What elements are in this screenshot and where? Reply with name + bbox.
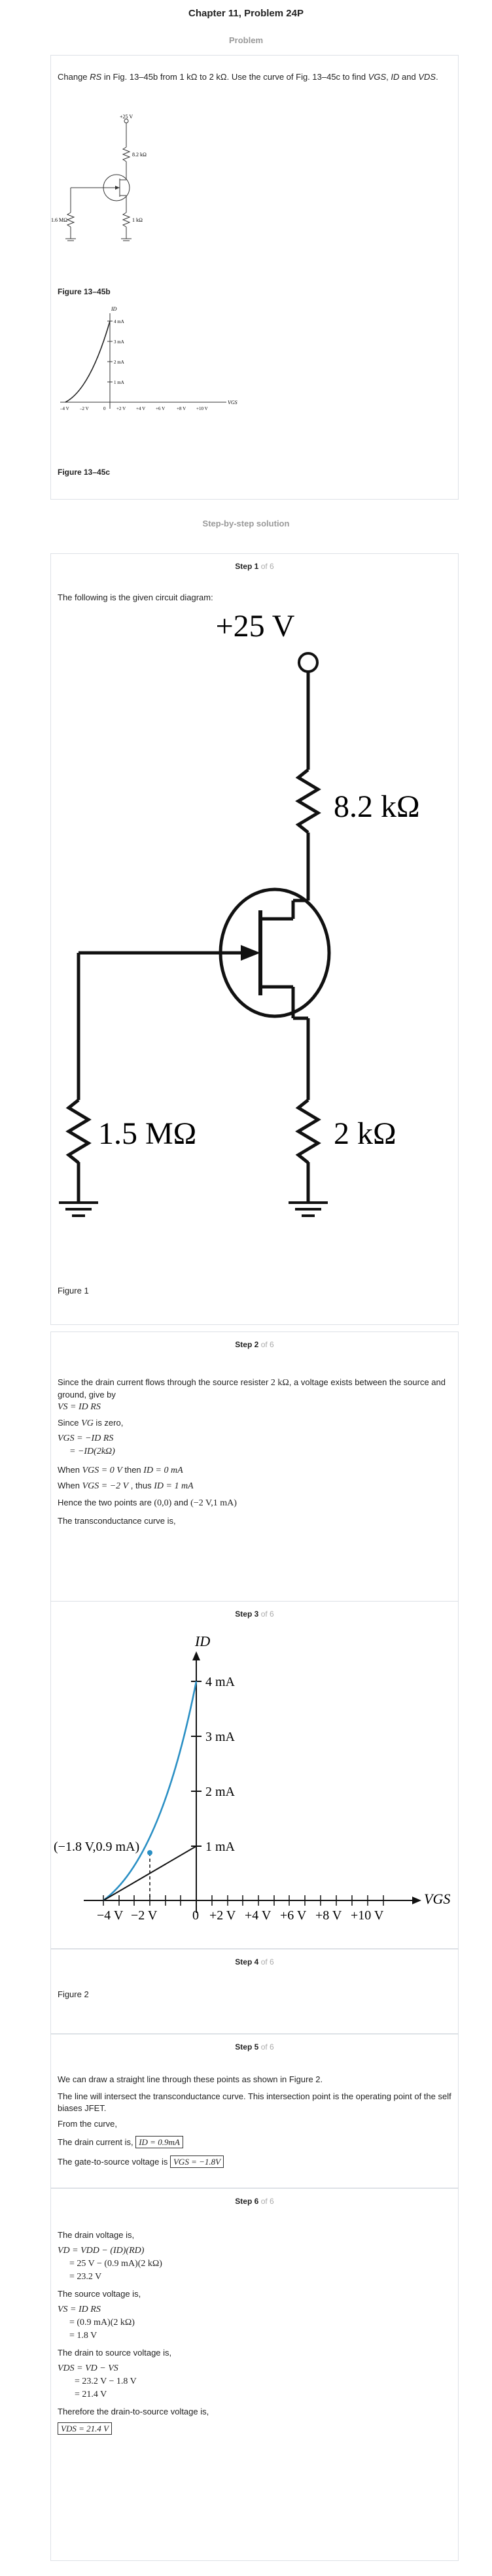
- step-2-when1: When VGS = 0 V then ID = 0 mA: [58, 1465, 183, 1475]
- step-6-vd-eq2: = 25 V − (0.9 mA)(2 kΩ): [69, 2259, 162, 2269]
- graph-xtick-0: 0: [192, 1908, 199, 1923]
- fig-b-supply-label: +25 V: [120, 114, 133, 120]
- step-6-vs-eq3: = 1.8 V: [69, 2331, 97, 2341]
- step-2-intro: Since the drain current flows through the source resister 2 kΩ, a voltage exists between the source and ground, give by: [58, 1377, 446, 1400]
- fig-c-xtick-7: +10 V: [196, 406, 208, 411]
- fig-c-xtick-3: +2 V: [116, 406, 126, 411]
- graph-operating-point-label: (−1.8 V,0.9 mA): [54, 1840, 140, 1854]
- step-6-heading: Step 6 of 6: [235, 2197, 274, 2206]
- step-3-card: [50, 1601, 459, 1949]
- step-6-vd-eq1: VD = VDD − (ID)(RD): [58, 2246, 145, 2256]
- step-4-card: [50, 1949, 459, 2034]
- step-2-eq3: = −ID(2kΩ): [69, 1447, 115, 1456]
- step-2-points: Hence the two points are (0,0) and (−2 V,1 mA): [58, 1498, 237, 1508]
- step-1-circuit: [51, 600, 459, 1188]
- fig-c-transconductance-curve: [65, 321, 110, 402]
- step-3-transconductance-graph: [51, 1626, 459, 1947]
- page-title: Chapter 11, Problem 24P: [188, 8, 304, 19]
- graph-xtick-neg2: −2 V: [131, 1908, 158, 1923]
- fig-b-rs-label: 1 kΩ: [132, 217, 143, 223]
- fig-c-xtick-4: +4 V: [136, 406, 146, 411]
- solution-heading: Step-by-step solution: [202, 519, 290, 528]
- graph-xtick-pos10: +10 V: [351, 1908, 384, 1923]
- circuit-supply-label: +25 V: [215, 609, 295, 644]
- circuit-rd-label: 8.2 kΩ: [334, 789, 420, 824]
- step-6-vds-eq2: = 23.2 V − 1.8 V: [75, 2377, 137, 2386]
- graph-xtick-pos2: +2 V: [209, 1908, 236, 1923]
- step-6-vs-text: The source voltage is,: [58, 2289, 141, 2299]
- drain-current-result: ID = 0.9mA: [135, 2136, 183, 2148]
- step-6-card: [50, 2188, 459, 2561]
- circuit-rs-label: 2 kΩ: [334, 1116, 396, 1151]
- step-2-when2: When VGS = −2 V , thus ID = 1 mA: [58, 1481, 194, 1491]
- fig-c-y-axis-label: ID: [111, 306, 117, 312]
- graph-ytick-3ma: 3 mA: [205, 1730, 235, 1744]
- step-1-caption: Figure 1: [58, 1286, 89, 1296]
- step-6-vs-eq2: = (0.9 mA)(2 kΩ): [69, 2318, 135, 2327]
- fig-c-xtick-0: –4 V: [60, 406, 69, 411]
- graph-ytick-1ma: 1 mA: [205, 1840, 235, 1854]
- graph-x-axis-label: VGS: [424, 1891, 451, 1907]
- fig-c-ytick-2: 2 mA: [114, 360, 124, 365]
- step-3-heading: Step 3 of 6: [235, 1609, 274, 1619]
- fig-c-ytick-4: 4 mA: [114, 319, 124, 324]
- graph-ytick-4ma: 4 mA: [205, 1675, 235, 1689]
- circuit-rd-resistor: [298, 770, 318, 833]
- figure-13-45b-circuit: [51, 114, 182, 311]
- fig-b-rd-label: 8.2 kΩ: [132, 152, 147, 158]
- step-5-heading: Step 5 of 6: [235, 2042, 274, 2052]
- fig-c-xtick-2: 0: [103, 406, 106, 411]
- figure-13-45c-label: Figure 13–45c: [58, 468, 111, 477]
- step-6-vd-eq3: = 23.2 V: [69, 2272, 102, 2282]
- step-6-vs-eq1: VS = ID RS: [58, 2305, 101, 2314]
- graph-operating-point: [147, 1850, 152, 1855]
- step-6-vds-eq3: = 21.4 V: [75, 2390, 107, 2399]
- step-1-heading: Step 1 of 6: [235, 562, 274, 571]
- step-2-curve-text: The transconductance curve is,: [58, 1516, 176, 1526]
- fig-c-x-axis-label: VGS: [228, 400, 237, 405]
- fig-c-ytick-1: 1 mA: [114, 380, 124, 385]
- step-2-since: Since VG is zero,: [58, 1418, 124, 1428]
- step-5-card: [50, 2034, 459, 2188]
- fig-c-ytick-3: 3 mA: [114, 339, 124, 345]
- step-5-gate-source-voltage: The gate-to-source voltage is VGS = −1.8V: [58, 2156, 451, 2168]
- circuit-rg-label: 1.5 MΩ: [98, 1116, 197, 1151]
- graph-xtick-pos6: +6 V: [280, 1908, 307, 1923]
- circuit-supply-terminal: [299, 653, 317, 672]
- step-6-vds-text: The drain to source voltage is,: [58, 2348, 172, 2358]
- graph-y-axis-label: ID: [195, 1633, 211, 1649]
- graph-xtick-neg4: −4 V: [97, 1908, 124, 1923]
- step-5-line1: We can draw a straight line through these points as shown in Figure 2.: [58, 2074, 323, 2084]
- graph-ytick-2ma: 2 mA: [205, 1785, 235, 1799]
- graph-xtick-pos8: +8 V: [315, 1908, 342, 1923]
- step-5-drain-current: The drain current is, ID = 0.9mA: [58, 2137, 451, 2148]
- figure-13-45b-label: Figure 13–45b: [58, 287, 111, 296]
- problem-statement: Change RS in Fig. 13–45b from 1 kΩ to 2 kΩ. Use the curve of Fig. 13–45c to find VGS, ID and VDS.: [58, 72, 438, 82]
- step-2-card: [50, 1331, 459, 1604]
- step-1-ground-section: [51, 1162, 459, 1241]
- gate-source-voltage-result: VGS = −1.8V: [170, 2155, 224, 2168]
- fig-c-xtick-5: +6 V: [156, 406, 166, 411]
- figure-13-45c-curve: [51, 304, 260, 422]
- step-2-eq2: VGS = −ID RS: [58, 1434, 114, 1443]
- drain-source-voltage-result: VDS = 21.4 V: [58, 2422, 112, 2435]
- step-5-line2: The line will intersect the transconductance curve. This intersection point is the operating point of the self biases JFET.: [58, 2091, 451, 2113]
- problem-card: [50, 55, 459, 500]
- step-6-vds-eq1: VDS = VD − VS: [58, 2363, 118, 2373]
- step-6-final-result: [58, 2423, 451, 2435]
- circuit-rg-resistor: [69, 1100, 88, 1163]
- step-6-vd-text: The drain voltage is,: [58, 2230, 135, 2240]
- step-5-line3: From the curve,: [58, 2119, 118, 2129]
- step-1-card: [50, 553, 459, 1325]
- graph-xtick-pos4: +4 V: [245, 1908, 272, 1923]
- step-2-heading: Step 2 of 6: [235, 1340, 274, 1349]
- step-2-eq1: VS = ID RS: [58, 1402, 101, 1412]
- problem-heading: Problem: [228, 35, 263, 45]
- step-6-final-text: Therefore the drain-to-source voltage is,: [58, 2407, 209, 2416]
- fig-c-xtick-1: –2 V: [80, 406, 89, 411]
- circuit-rs-resistor: [298, 1100, 318, 1163]
- fig-c-xtick-6: +8 V: [177, 406, 186, 411]
- step-4-heading: Step 4 of 6: [235, 1957, 274, 1966]
- fig-b-rg-label: 1.6 MΩ: [51, 217, 68, 223]
- step-4-text: Figure 2: [58, 1989, 89, 1999]
- step-1-text: The following is the given circuit diagram:: [58, 592, 213, 602]
